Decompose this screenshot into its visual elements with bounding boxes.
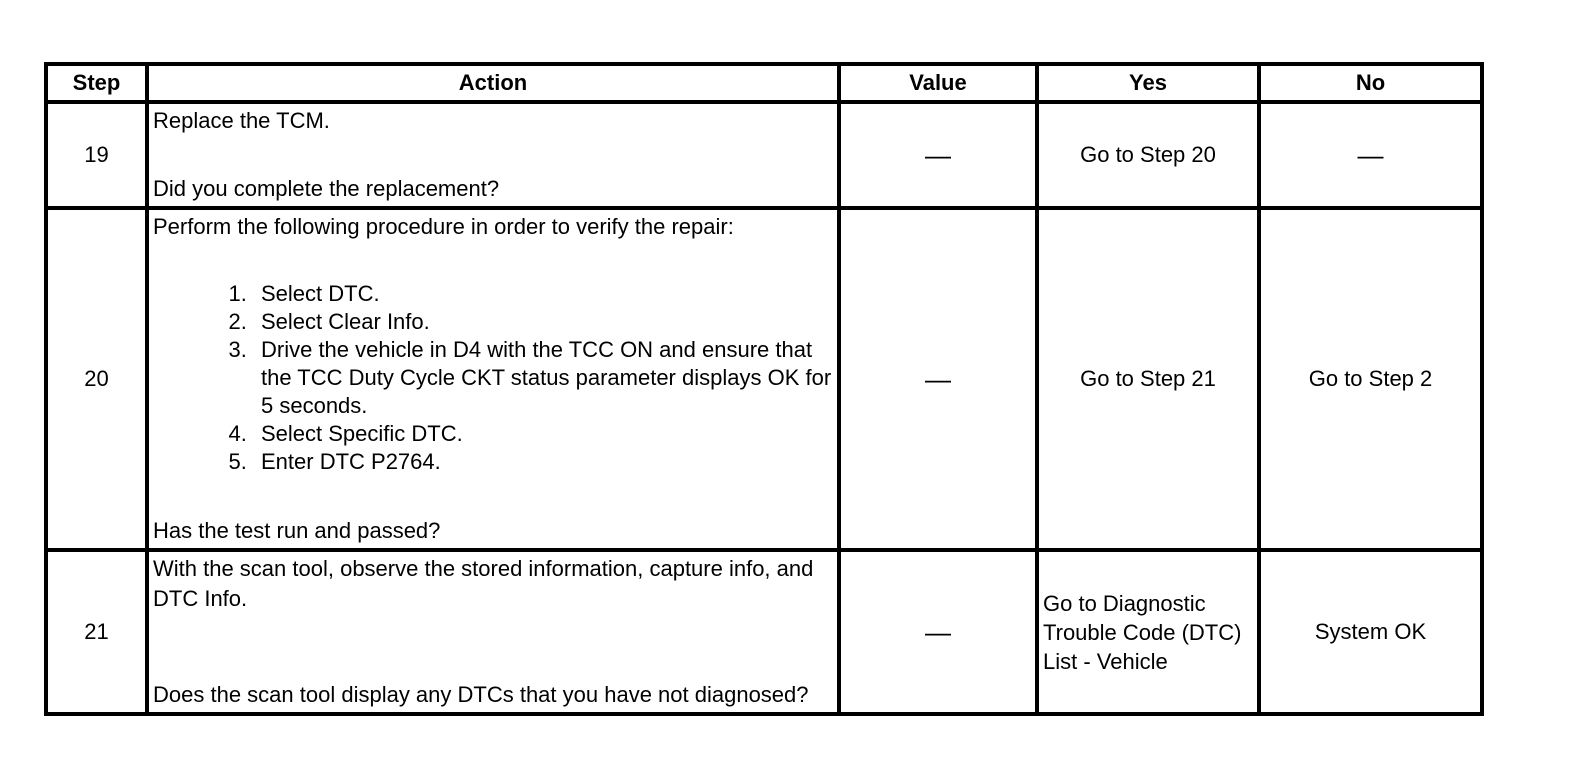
yes-cell: Go to Diagnostic Trouble Code (DTC) List - Vehicle bbox=[1037, 550, 1259, 714]
action-question: Has the test run and passed? bbox=[153, 518, 441, 543]
action-instruction: With the scan tool, observe the stored information, capture info, and DTC Info. bbox=[153, 556, 814, 611]
value-cell: — bbox=[839, 208, 1037, 550]
diagnostic-table bbox=[44, 62, 1484, 716]
action-instruction: Perform the following procedure in order to verify the repair: bbox=[153, 214, 734, 239]
header-row bbox=[46, 64, 1482, 102]
step-number: 20 bbox=[46, 208, 147, 550]
no-cell: — bbox=[1259, 102, 1482, 208]
value-cell: — bbox=[839, 550, 1037, 714]
procedure-step: 5. Enter DTC P2764. bbox=[253, 448, 833, 476]
yes-cell: Go to Step 20 bbox=[1037, 102, 1259, 208]
header-value: Value bbox=[839, 64, 1037, 102]
action-cell bbox=[147, 102, 839, 208]
header-yes: Yes bbox=[1037, 64, 1259, 102]
table-row-step-21 bbox=[46, 550, 1482, 714]
header-no: No bbox=[1259, 64, 1482, 102]
action-cell bbox=[147, 550, 839, 714]
value-cell: — bbox=[839, 102, 1037, 208]
procedure-step: 2. Select Clear Info. bbox=[253, 308, 833, 336]
header-step: Step bbox=[46, 64, 147, 102]
no-cell: Go to Step 2 bbox=[1259, 208, 1482, 550]
step-number: 21 bbox=[46, 550, 147, 714]
procedure-step: 4. Select Specific DTC. bbox=[253, 420, 833, 448]
procedure-list bbox=[153, 280, 833, 476]
no-cell: System OK bbox=[1259, 550, 1482, 714]
action-question: Does the scan tool display any DTCs that you have not diagnosed? bbox=[153, 682, 809, 707]
action-instruction: Replace the TCM. bbox=[153, 108, 330, 133]
action-question: Did you complete the replacement? bbox=[153, 176, 500, 201]
procedure-step: 1. Select DTC. bbox=[253, 280, 833, 308]
step-number: 19 bbox=[46, 102, 147, 208]
action-cell bbox=[147, 208, 839, 550]
procedure-step: 3. Drive the vehicle in D4 with the TCC ON and ensure that the TCC Duty Cycle CKT status parameter displays OK for 5 seconds. bbox=[253, 336, 833, 420]
header-action: Action bbox=[147, 64, 839, 102]
table-row-step-20 bbox=[46, 208, 1482, 550]
yes-cell: Go to Step 21 bbox=[1037, 208, 1259, 550]
table-row-step-19 bbox=[46, 102, 1482, 208]
